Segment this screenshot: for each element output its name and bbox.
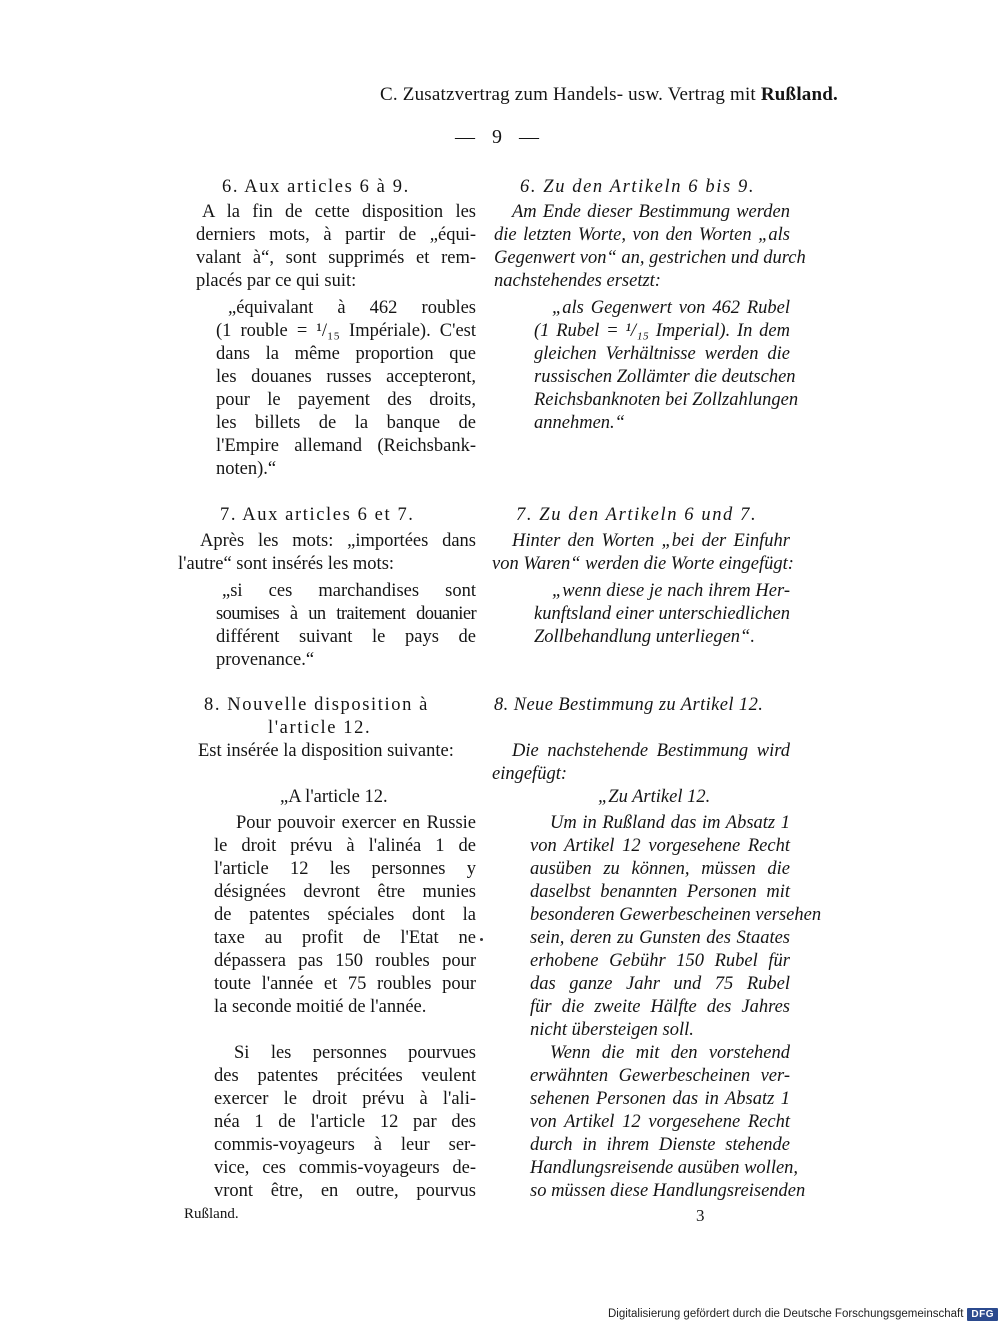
de-s6-quote-line: annehmen.“: [534, 413, 625, 433]
de-s6-quote-line: Reichsbanknoten bei Zollzahlungen: [534, 390, 799, 410]
de-s7-quote-line: kunftsland einer unterschiedlichen: [534, 604, 790, 624]
de-s7-heading: 7. Zu den Artikeln 6 und 7.: [516, 505, 758, 525]
de-s8-para1-line: ausüben zu können, müssen die: [530, 859, 790, 879]
sheet-number: 3: [696, 1206, 705, 1225]
fr-s8-para2-line: Si les personnes pourvues: [234, 1043, 476, 1063]
fr-s8-para2-line: néa 1 de l'article 12 par des: [214, 1112, 476, 1132]
de-s8-intro-line: eingefügt:: [492, 764, 568, 784]
fr-s8-para1-line: Pour pouvoir exercer en Russie: [236, 813, 476, 833]
fr-s7-intro-line: l'autre“ sont insérés les mots:: [178, 554, 395, 574]
de-s8-para2-line: so müssen diese Handlungsreisenden: [530, 1181, 806, 1201]
fr-s6-quote-line: les billets de la banque de: [216, 413, 476, 433]
fr-s8-para2-line: vice, ces commis-voyageurs de-: [214, 1158, 476, 1178]
fr-s8-heading: 8. Nouvelle disposition à: [204, 695, 429, 715]
fr-s6-intro-line: derniers mots, à partir de „équi-: [196, 225, 476, 245]
fr-s8-para1-line: le droit prévu à l'alinéa 1 de: [214, 836, 476, 856]
fr-s6-quote-line: dans la même proportion que: [216, 344, 476, 364]
fr-s8-para1-line: la seconde moitié de l'année.: [214, 997, 427, 1017]
fr-s6-quote-line: „équivalant à 462 roubles: [228, 298, 476, 318]
fr-s8-intro: Est insérée la disposition suivante:: [198, 741, 454, 761]
fr-s8-para1-line: l'article 12 les personnes y: [214, 859, 476, 879]
de-s8-para2-line: von Artikel 12 vorgesehene Recht: [530, 1112, 790, 1132]
fr-s8-para1-line: taxe au profit de l'Etat ne: [214, 928, 476, 948]
de-s8-para1-line: nicht übersteigen soll.: [530, 1020, 694, 1040]
running-title-country: Rußland.: [760, 84, 838, 105]
fr-s6-quote-line: pour le payement des droits,: [216, 390, 476, 410]
fr-s7-quote-line: soumises à un traitement douanier: [216, 604, 476, 624]
running-header: [380, 84, 838, 106]
de-s6-intro-line: Gegenwert von“ an, gestrichen und durch: [494, 248, 806, 268]
dfg-logo-icon: DFG: [967, 1308, 998, 1321]
fr-s6-intro-line: placés par ce qui suit:: [196, 271, 357, 291]
de-s8-para1-line: das ganze Jahr und 75 Rubel: [530, 974, 790, 994]
fr-s6-quote-line: l'Empire allemand (Reichsbank-: [216, 436, 476, 456]
fr-s6-quote-line: les douanes russes accepteront,: [216, 367, 476, 387]
de-s7-intro-line: Hinter den Worten „bei der Einfuhr: [512, 531, 790, 551]
de-s7-intro-line: von Waren“ werden die Worte eingefügt:: [492, 554, 794, 574]
de-s8-para1-line: sein, deren zu Gunsten des Staates: [530, 928, 790, 948]
running-title-prefix: C. Zusatzvertrag zum Handels- usw. Vertrag mit: [380, 84, 756, 105]
fr-s8-para2-line: des patentes précitées veulent: [214, 1066, 476, 1086]
de-s8-heading: 8. Neue Bestimmung zu Artikel 12.: [494, 695, 764, 715]
de-s8-intro-line: Die nachstehende Bestimmung wird: [512, 741, 790, 761]
de-s6-intro-line: Am Ende dieser Bestimmung werden: [512, 202, 790, 222]
fr-s8-para1-line: dépassera pas 150 roubles pour: [214, 951, 476, 971]
fr-s7-intro-line: Après les mots: „importées dans: [200, 531, 476, 551]
de-s6-quote-line: „als Gegenwert von 462 Rubel: [552, 298, 790, 318]
de-s8-para1-line: erhobene Gebühr 150 Rubel für: [530, 951, 790, 971]
de-s8-para2-line: sehenen Personen das in Absatz 1: [530, 1089, 790, 1109]
fr-s7-quote-line: différent suivant le pays de: [216, 627, 476, 647]
fr-s7-quote-line: „si ces marchandises sont: [222, 581, 476, 601]
print-speck: [480, 938, 483, 941]
fr-s8-heading: l'article 12.: [268, 718, 372, 738]
de-s8-para1-line: besonderen Gewerbescheinen versehen: [530, 905, 822, 925]
de-s8-para1-line: daselbst benannten Personen mit: [530, 882, 790, 902]
fr-s6-heading: 6. Aux articles 6 à 9.: [222, 177, 410, 197]
de-s6-intro-line: nachstehendes ersetzt:: [494, 271, 661, 291]
fr-s7-quote-line: provenance.“: [216, 650, 315, 670]
de-s8-para1-line: Um in Rußland das im Absatz 1: [550, 813, 790, 833]
signature-mark: Rußland.: [184, 1206, 239, 1222]
de-s8-para2-line: durch in ihrem Dienste stehende: [530, 1135, 790, 1155]
de-s8-para2-line: erwähnten Gewerbescheinen ver-: [530, 1066, 790, 1086]
de-s6-quote-line: (1 Rubel = ¹/₁₅ Imperial). In dem: [534, 321, 790, 341]
de-s7-quote-line: „wenn diese je nach ihrem Her-: [552, 581, 790, 601]
de-s6-quote-line: russischen Zollämter die deutschen: [534, 367, 796, 387]
de-s8-para2-line: Handlungsreisende ausüben wollen,: [530, 1158, 799, 1178]
digitization-credit: [608, 1306, 995, 1322]
de-s6-heading: 6. Zu den Artikeln 6 bis 9.: [520, 177, 756, 197]
fr-s8-para1-line: de patentes spéciales dont la: [214, 905, 476, 925]
fr-s6-quote-line: (1 rouble = ¹/₁₅ Impériale). C'est: [216, 321, 476, 341]
fr-s8-quote-title: „A l'article 12.: [280, 787, 388, 807]
de-s6-intro-line: die letzten Worte, von den Worten „als: [494, 225, 790, 245]
de-s6-quote-line: gleichen Verhältnisse werden die: [534, 344, 790, 364]
fr-s8-para2-line: exercer le droit prévu à l'ali-: [214, 1089, 476, 1109]
de-s8-para1-line: für die zweite Hälfte des Jahres: [530, 997, 790, 1017]
fr-s8-para1-line: désignées devront être munies: [214, 882, 476, 902]
digitization-note: Digitalisierung gefördert durch die Deutsche Forschungsgemeinschaft: [608, 1308, 964, 1320]
fr-s6-intro-line: A la fin de cette disposition les: [202, 202, 476, 222]
fr-s8-para2-line: commis-voyageurs à leur ser-: [214, 1135, 476, 1155]
page-number: — 9 —: [455, 126, 545, 148]
fr-s6-intro-line: valant à“, sont supprimés et rem-: [196, 248, 476, 268]
fr-s8-para1-line: toute l'année et 75 roubles pour: [214, 974, 476, 994]
de-s8-quote-title: „Zu Artikel 12.: [598, 787, 711, 807]
fr-s7-heading: 7. Aux articles 6 et 7.: [220, 505, 415, 525]
de-s8-para1-line: von Artikel 12 vorgesehene Recht: [530, 836, 790, 856]
de-s7-quote-line: Zollbehandlung unterliegen“.: [534, 627, 755, 647]
fr-s6-quote-line: noten).“: [216, 459, 277, 479]
fr-s8-para2-line: vront être, en outre, pourvus: [214, 1181, 476, 1201]
de-s8-para2-line: Wenn die mit den vorstehend: [550, 1043, 790, 1063]
